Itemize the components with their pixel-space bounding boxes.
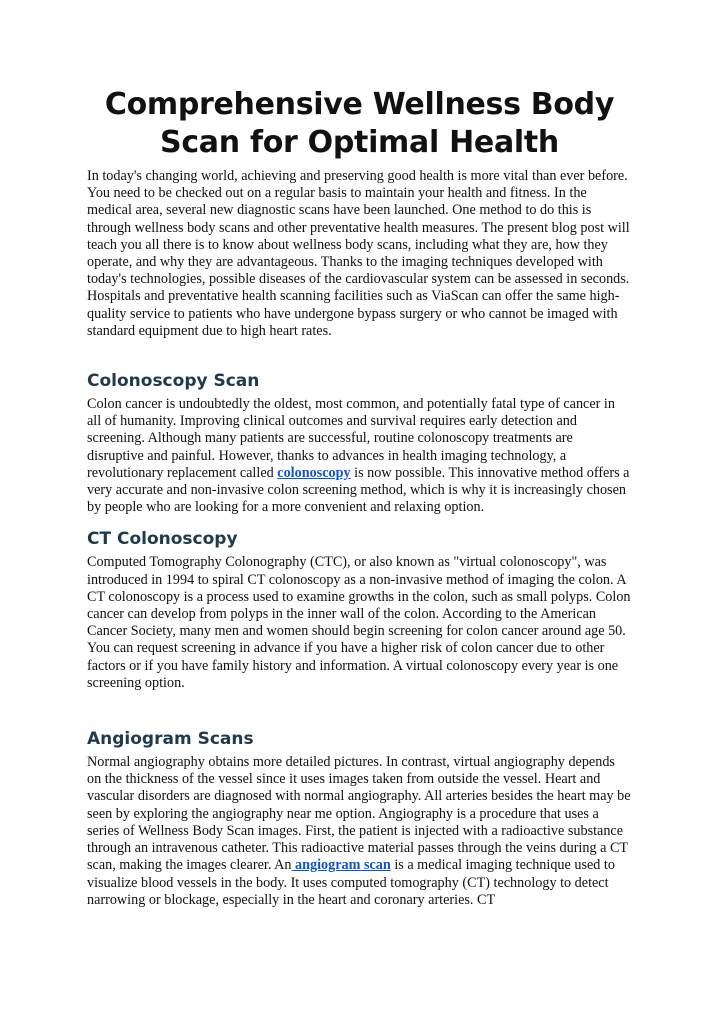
paragraph-text: Colon cancer is undoubtedly the oldest, most common, and potentially fatal type of cancer in all of humanity. Improving clinical outcomes and survival requires early detection and screening. Although many patients are successful, routine colonoscopy treatments are disruptive and painful. However, thanks to advances in health imaging technology, a revolutionary replacement called [87,396,615,481]
paragraph-text: Normal angiography obtains more detailed pictures. In contrast, virtual angiography depends on the thickness of the vessel since it uses images taken from outside the vessel. Heart and vascular disorders are diagnosed with normal angiography. All arteries besides the heart may be seen by exploring the angiography near me option. Angiography is a procedure that uses a series of Wellness Body Scan images. First, the patient is injected with a radioactive substance through an intravenous catheter. This radioactive material passes through the veins during a CT scan, making the images clearer. An [87,754,631,874]
section-heading-angiogram-scans: Angiogram Scans [87,729,254,750]
spacer [87,692,632,728]
section-heading-colonoscopy-scan: Colonoscopy Scan [87,371,260,392]
document-page [87,86,632,909]
page-title: Comprehensive Wellness Body Scan for Optimal Health [104,87,615,160]
ct-colonoscopy-paragraph: Computed Tomography Colonography (CTC), or also known as "virtual colonoscopy", was introduced in 1994 to spiral CT colonoscopy as a non-invasive method of imaging the colon. A CT colonoscopy is a process used to examine growths in the colon, such as small polyps. Colon cancer can develop from polyps in the inner wall of the colon. According to the American Cancer Society, many men and women should begin screening for colon cancer around age 50. You can request screening in advance if you have a higher risk of colon cancer due to other factors or if you have family history and information. A virtual colonoscopy every year is one screening option. [87,554,631,691]
angiogram-scan-link[interactable]: angiogram scan [291,857,391,874]
section-heading-ct-colonoscopy: CT Colonoscopy [87,529,238,550]
intro-paragraph: In today's changing world, achieving and preserving good health is more vital than ever before. You need to be checked out on a regular basis to maintain your health and fitness. In the medical area, several new diagnostic scans have been launched. One method to do this is through wellness body scans and other preventative health measures. The present blog post will teach you all there is to know about wellness body scans, including what they are, how they operate, and why they are advantageous. Thanks to the imaging techniques developed with today's technologies, possible diseases of the cardiovascular system can be assessed in seconds. Hospitals and preventative health scanning facilities such as ViaScan can offer the same high-quality service to patients who have undergone bypass surgery or who cannot be imaged with standard equipment due to high heart rates. [87,168,630,339]
paragraph-text: is a medical imaging technique used to visualize blood vessels in the body. It uses computed tomography (CT) technology to detect narrowing or blockage, especially in the heart and coronary arteries. CT [87,857,615,908]
paragraph-text: is now possible. This innovative method offers a very accurate and non-invasive colon screening method, which is why it is increasingly chosen by people who are looking for a more convenient and relaxing option. [87,464,630,516]
colonoscopy-link[interactable]: colonoscopy [277,464,351,481]
spacer [87,516,632,528]
angiogram-scans-paragraph [87,754,632,909]
colonoscopy-scan-paragraph [87,396,632,516]
spacer [87,340,632,370]
